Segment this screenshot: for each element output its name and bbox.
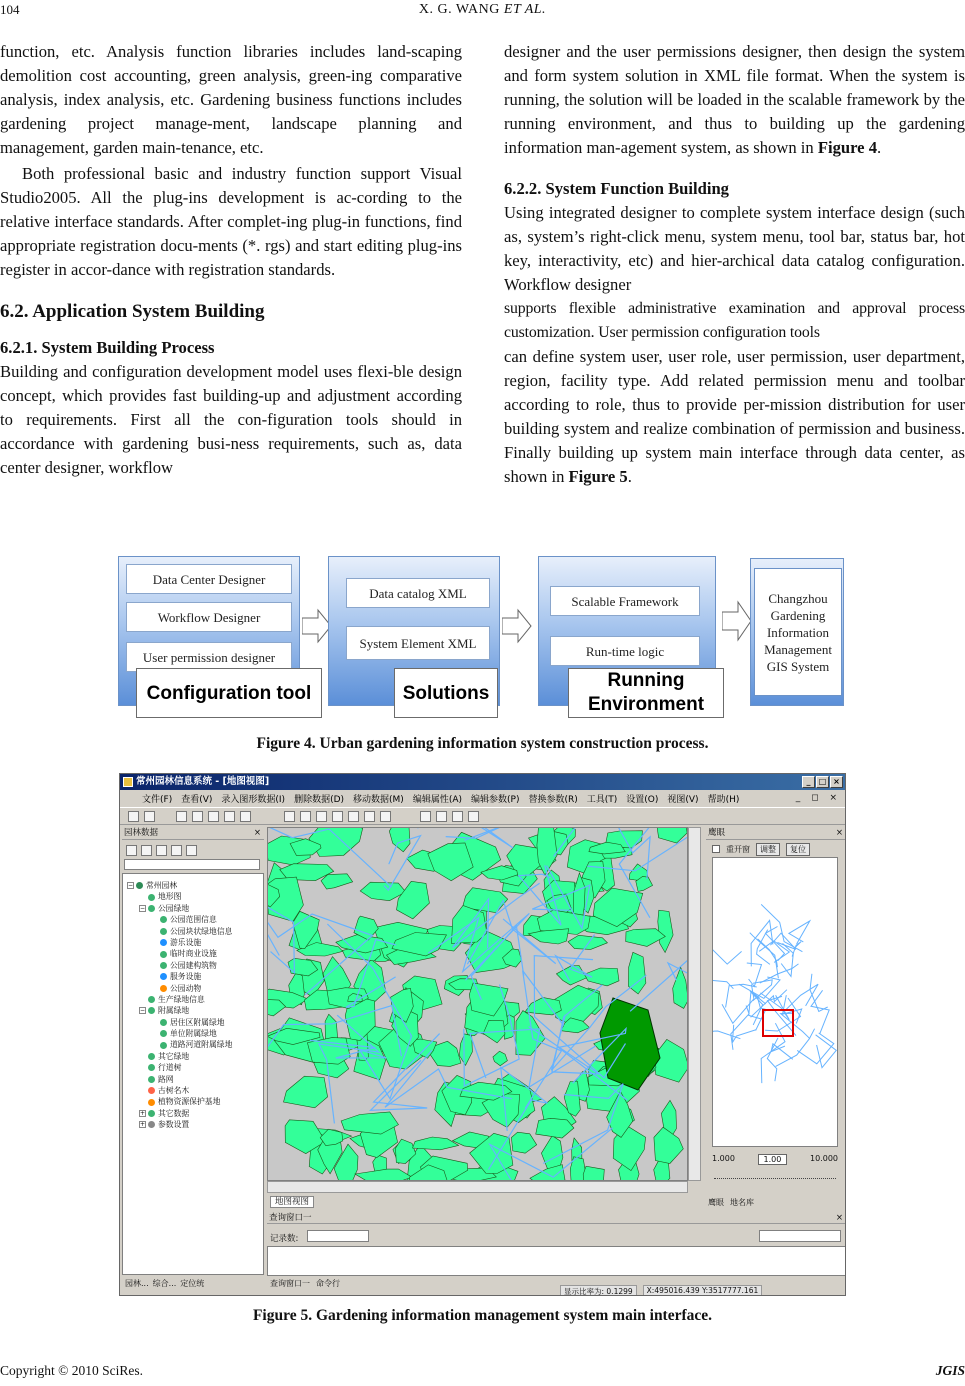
collapse-icon[interactable]: − — [140, 904, 146, 912]
green-area — [654, 1039, 688, 1082]
figure-4-caption: Figure 4. Urban gardening information system construction process. — [256, 735, 709, 752]
tree-folder-icon[interactable] — [171, 845, 182, 856]
hand-icon[interactable] — [348, 811, 359, 822]
tree-item[interactable] — [127, 1108, 263, 1119]
journal-name: JGIS — [935, 1363, 965, 1378]
open-icon[interactable] — [176, 811, 187, 822]
layer-icon — [148, 1099, 155, 1106]
box-runtime-logic: Run-time logic — [550, 636, 700, 666]
data-tree-header: 园林数据 × — [122, 827, 264, 840]
tab-place-names[interactable]: 地名库 — [730, 1198, 754, 1207]
mdi-buttons[interactable]: _ ◻ × — [795, 793, 841, 803]
green-area — [654, 1127, 683, 1163]
green-area — [511, 1132, 536, 1153]
tree-item[interactable] — [127, 926, 263, 937]
tree-item[interactable] — [127, 880, 263, 891]
save-icon[interactable] — [208, 811, 219, 822]
overview-road — [768, 996, 797, 1035]
right-paragraph-1: designer and the user permissions designer, then design the system and form system solution in XML file format. When the system is running, the solution will be loaded in the scalable framework by the running environment, and thus to building up the gardening information man-agement system, as shown in Figure 4. — [504, 42, 965, 157]
tree-item-label: 公园动物 — [170, 983, 202, 993]
layer-icon — [148, 1064, 155, 1071]
tree-item[interactable] — [127, 1085, 263, 1096]
eagle-controls — [712, 843, 842, 855]
box-data-catalog-xml: Data catalog XML — [346, 578, 490, 608]
overview-road — [789, 921, 810, 944]
tab-map-view[interactable]: 地图视图 — [270, 1196, 314, 1208]
print-icon[interactable] — [240, 811, 251, 822]
app-titlebar — [120, 774, 845, 790]
menu-tools[interactable]: 工具(T) — [586, 795, 618, 805]
map-view[interactable] — [267, 827, 688, 1181]
menu-input-graphics[interactable]: 录入图形数据(I) — [221, 795, 286, 805]
layer-icon — [148, 894, 155, 901]
right-paragraph-2b: supports flexible administrative examination and approval process customization. User permission configuration tools — [504, 300, 965, 341]
green-area — [658, 910, 673, 952]
scale-max: 10.000 — [810, 1154, 838, 1163]
tree-item-label: 其它绿地 — [158, 1051, 190, 1061]
reopen-label: 重开窗 — [726, 844, 750, 854]
tree-item-label: 公园绿地 — [158, 903, 190, 913]
query-header: 查询窗口一 × — [267, 1212, 846, 1224]
figure-4-ref: Figure 4 — [817, 138, 877, 157]
layer-icon — [160, 951, 167, 958]
menu-view[interactable]: 查看(V) — [181, 795, 213, 805]
query-results-grid[interactable] — [267, 1246, 846, 1276]
layer-icon — [160, 1042, 167, 1049]
tree-item-label: 居住区附属绿地 — [170, 1017, 225, 1027]
left-column — [0, 40, 462, 480]
overview-road — [713, 928, 742, 964]
green-area — [583, 1166, 604, 1181]
tree-item[interactable] — [127, 914, 263, 925]
tree-item[interactable] — [127, 1119, 263, 1130]
tab-garden[interactable]: 园林... — [125, 1279, 149, 1288]
box-user-permission-designer: User permission designer — [126, 642, 292, 672]
tree-item[interactable] — [127, 1017, 263, 1028]
layer-icon[interactable] — [420, 811, 431, 822]
pane-close-icon[interactable]: × — [253, 828, 261, 838]
scale-min: 1.000 — [712, 1154, 735, 1163]
menu-edit-params[interactable]: 编辑参数(P) — [471, 795, 520, 805]
green-area — [525, 998, 562, 1015]
zoom-out-icon[interactable] — [332, 811, 343, 822]
map-vertical-scrollbar[interactable] — [688, 827, 701, 1181]
green-area — [516, 1011, 545, 1056]
box-system-element-xml: System Element XML — [346, 626, 490, 660]
overview-road — [761, 1023, 785, 1083]
tree-item[interactable] — [127, 1005, 263, 1016]
layer-icon — [160, 1019, 167, 1026]
tree-item-label: 路网 — [158, 1074, 174, 1084]
tree-item-label: 生产绿地信息 — [158, 994, 205, 1004]
overview-road — [713, 1031, 740, 1047]
maximize-button[interactable]: □ — [816, 776, 829, 788]
overview-road — [811, 990, 829, 1033]
tree-item[interactable] — [127, 891, 263, 902]
layer-icon — [148, 905, 155, 912]
green-area — [459, 1034, 472, 1066]
menu-move-data[interactable]: 移动数据(M) — [353, 795, 404, 805]
tree-item[interactable] — [127, 937, 263, 948]
query-close-icon[interactable]: × — [835, 1213, 843, 1223]
close-map-icon[interactable] — [144, 811, 155, 822]
overview-road — [810, 974, 828, 1012]
tree-item[interactable] — [127, 1096, 263, 1107]
overview-canvas[interactable] — [713, 858, 838, 1147]
tab-command-line[interactable]: 命令行 — [316, 1279, 340, 1288]
box-data-center-designer: Data Center Designer — [126, 564, 292, 594]
box-changzhou-gis-system: Changzhou Gardening Information Management GIS System — [754, 568, 842, 696]
layer-icon — [160, 973, 167, 980]
eagle-eye-pane — [706, 827, 846, 1210]
section-heading-6-2: 6.2. Application System Building — [0, 301, 265, 322]
label-solutions: Solutions — [394, 668, 498, 718]
label-configuration-tool: Configuration tool — [136, 668, 322, 718]
right-paragraph-2a: Using integrated designer to complete system interface design (such as, system’s right-click menu, system menu, tool bar, status bar, hot key, interactivity, etc) and hier-archical data catalog configuration. Workflow designer — [504, 203, 965, 294]
left-paragraph-2: Both professional basic and industry function support Visual Studio2005. All the plug-ins development is ac-cording to the relative interface standards. After complet-ing plug-in functions, find appropriate registration docu-ments (*. rgs) and start editing plug-ins register in accor-dance with registration standards. — [0, 164, 462, 279]
menu-delete-data[interactable]: 删除数据(D) — [294, 795, 345, 805]
tree-item-label: 常州园林 — [146, 881, 178, 890]
right-column — [504, 40, 965, 489]
box-scalable-framework: Scalable Framework — [550, 586, 700, 616]
menu-bar — [120, 790, 845, 807]
green-area — [673, 967, 688, 1008]
green-area — [355, 1169, 412, 1181]
tree-item[interactable] — [127, 948, 263, 959]
tree-arrow-icon[interactable] — [186, 845, 197, 856]
green-area — [626, 929, 666, 947]
green-area — [584, 968, 619, 986]
app-window-title: 常州园林信息系统 - [地图视图] — [136, 776, 270, 787]
menu-window[interactable]: 视图(V) — [667, 795, 699, 805]
query-tabs — [270, 1278, 340, 1289]
grid-icon[interactable] — [436, 811, 447, 822]
tree-item[interactable] — [127, 903, 263, 914]
copyright: Copyright © 2010 SciRes. — [0, 1363, 144, 1378]
layer-icon — [148, 1007, 155, 1014]
menu-help[interactable]: 帮助(H) — [707, 795, 740, 805]
tab-query-window[interactable]: 查询窗口一 — [270, 1279, 310, 1288]
map-tab-bar — [267, 1195, 701, 1210]
left-paragraph-1: function, etc. Analysis function libraries includes land-scaping demolition cost accounting, green analysis, green-ing comparative analysis, index analysis, etc. Gardening business functions includes gardening project manage-ment, landscape planning and management, garden main-tenance, etc. — [0, 42, 462, 157]
save-as-icon[interactable] — [224, 811, 235, 822]
left-paragraph-3: Building and configuration development model uses flexi-ble design concept, which provides fast building-up and adjustment according to requirements. First all the con-figuration tools should in accordance with gardening busi-ness requirements, such as, data center designer, workflow — [0, 362, 462, 477]
running-title-authors: X. G. WANG — [418, 2, 500, 17]
right-paragraph-2c: can define system user, user role, user permission, user department, region, facility type. Add related permission menu and toolbar according to role, thus to provide per-mission distribution for user building system and realize combination of permission and business. Finally building up system main interface through data center, as shown in Figure 5. — [504, 347, 965, 486]
tree-item-label: 行道树 — [158, 1063, 182, 1073]
eagle-close-icon[interactable]: × — [835, 828, 843, 838]
copy-icon[interactable] — [192, 811, 203, 822]
tree-item-label: 游乐设施 — [170, 937, 202, 947]
tree-item[interactable] — [127, 1039, 263, 1050]
green-area — [493, 1051, 508, 1066]
green-area — [536, 1118, 574, 1138]
layer-icon — [160, 939, 167, 946]
pencil-icon[interactable] — [364, 811, 375, 822]
tree-item-label: 古树名木 — [158, 1086, 190, 1096]
layer-icon — [160, 928, 167, 935]
tree-item[interactable] — [127, 1074, 263, 1085]
collapse-icon[interactable]: − — [128, 882, 134, 890]
tree-item[interactable] — [127, 971, 263, 982]
layer-icon — [148, 1121, 155, 1128]
scale-control — [712, 1154, 838, 1165]
chart-icon[interactable] — [468, 811, 479, 822]
overview-map[interactable] — [712, 857, 838, 1147]
expand-icon[interactable]: + — [140, 1121, 146, 1129]
box-workflow-designer: Workflow Designer — [126, 602, 292, 632]
tree-item[interactable] — [127, 1062, 263, 1073]
layer-icon — [160, 916, 167, 923]
tree-item-label: 公园建构筑物 — [170, 960, 217, 970]
tree-collapse-icon[interactable] — [141, 845, 152, 856]
figure-5-caption: Figure 5. Gardening information management system main interface. — [252, 1307, 713, 1324]
tree-item-label: 公园范围信息 — [170, 915, 217, 925]
layer-icon — [160, 962, 167, 969]
tree-item[interactable] — [127, 994, 263, 1005]
tree-filter-combo[interactable] — [124, 859, 260, 870]
tree-item-label: 附属绿地 — [158, 1006, 190, 1016]
record-count-field — [307, 1230, 369, 1242]
layer-icon — [148, 1110, 155, 1117]
scale-slider[interactable] — [714, 1171, 836, 1179]
table-icon[interactable] — [452, 811, 463, 822]
green-area — [321, 874, 353, 889]
query-window — [267, 1212, 846, 1292]
layer-icon — [148, 996, 155, 1003]
query-combo[interactable] — [759, 1230, 841, 1242]
tree-search-icon[interactable] — [156, 845, 167, 856]
record-count-label: 记录数: — [270, 1234, 299, 1244]
green-area — [556, 966, 586, 986]
layer-icon — [148, 1076, 155, 1083]
tree-item[interactable] — [127, 960, 263, 971]
tree-item-label: 临时商业设施 — [170, 949, 217, 959]
collapse-icon[interactable]: − — [140, 1007, 146, 1015]
adjust-button[interactable]: 调整 — [756, 843, 780, 856]
figure-5-ref: Figure 5 — [568, 467, 628, 486]
window-buttons — [802, 776, 843, 788]
tree-item-label: 其它数据 — [158, 1108, 190, 1118]
right-pane-tabs — [708, 1197, 754, 1208]
tab-eagle-eye[interactable]: 鹰眼 — [708, 1198, 724, 1207]
close-button[interactable]: × — [830, 776, 843, 788]
layer-icon — [160, 1030, 167, 1037]
left-pane-tabs — [122, 1276, 264, 1291]
overview-road — [771, 1044, 793, 1060]
tree-item-label: 道路河道附属绿地 — [170, 1040, 233, 1050]
status-scale: 显示比率为: 0.1299 — [560, 1285, 637, 1296]
tree-item-label: 单位附属绿地 — [170, 1029, 217, 1039]
toolbar — [120, 807, 845, 825]
label-running-environment: Running Environment — [568, 668, 724, 718]
zoom-in-icon[interactable] — [316, 811, 327, 822]
overview-road — [713, 960, 733, 989]
layer-icon — [148, 1087, 155, 1094]
running-title-etal: ET AL. — [503, 2, 547, 17]
green-area — [568, 935, 607, 949]
tab-locate[interactable]: 定位统 — [180, 1279, 205, 1288]
measure-icon[interactable] — [380, 811, 391, 822]
tree-item-label: 参数设置 — [158, 1120, 190, 1130]
subsection-heading-6-2-2: 6.2.2. System Function Building — [504, 179, 729, 198]
status-coordinates: X:495016.439 Y:3517777.161 — [643, 1285, 763, 1296]
subsection-heading-6-2-1: 6.2.1. System Building Process — [0, 338, 215, 357]
new-icon[interactable] — [128, 811, 139, 822]
green-area — [284, 1076, 328, 1108]
park-area — [600, 998, 660, 1090]
status-bar — [560, 1285, 846, 1296]
menu-file[interactable]: 文件(F) — [142, 795, 173, 805]
menu-settings[interactable]: 设置(O) — [626, 795, 659, 805]
page-number: 104 — [0, 2, 20, 17]
overview-road — [797, 1033, 834, 1064]
menu-edit-attributes[interactable]: 编辑属性(A) — [412, 795, 463, 805]
tree-item-label: 地形图 — [158, 892, 182, 902]
scale-value[interactable]: 1.00 — [758, 1154, 788, 1165]
running-title — [0, 2, 965, 18]
expand-icon[interactable]: + — [140, 1110, 146, 1117]
figure-5-screenshot — [119, 773, 846, 1296]
green-area — [307, 1038, 350, 1065]
tree-item-label: 服务设施 — [170, 972, 202, 982]
arrow-3 — [722, 600, 752, 642]
figure-4-diagram — [118, 556, 846, 720]
layer-icon — [148, 1053, 155, 1060]
map-canvas[interactable] — [268, 828, 688, 1181]
menu-replace-params[interactable]: 替换参数(R) — [528, 795, 578, 805]
reopen-checkbox[interactable] — [712, 845, 720, 853]
tree-expand-icon[interactable] — [126, 845, 137, 856]
layer-icon — [160, 985, 167, 992]
eagle-eye-header: 鹰眼 × — [706, 827, 846, 840]
green-area — [413, 1137, 459, 1150]
tree-item-label: 植物资源保护基地 — [158, 1097, 221, 1107]
pan-icon[interactable] — [300, 811, 311, 822]
layer-icon — [136, 882, 143, 889]
overview-road — [816, 1035, 837, 1068]
map-horizontal-scrollbar[interactable] — [267, 1181, 688, 1193]
tree-item[interactable] — [127, 1028, 263, 1039]
select-icon[interactable] — [284, 811, 295, 822]
tree-item[interactable] — [127, 1051, 263, 1062]
app-icon — [123, 777, 133, 787]
tree-toolbar — [126, 845, 197, 856]
tree-item-label: 公园块状绿地信息 — [170, 926, 233, 936]
reset-button[interactable]: 复位 — [786, 843, 810, 856]
data-tree-pane — [122, 827, 264, 1291]
tab-composite[interactable]: 综合... — [152, 1279, 177, 1288]
minimize-button[interactable]: _ — [802, 776, 815, 788]
arrow-2 — [502, 608, 532, 644]
layer-tree — [122, 873, 264, 1275]
tree-item[interactable] — [127, 983, 263, 994]
